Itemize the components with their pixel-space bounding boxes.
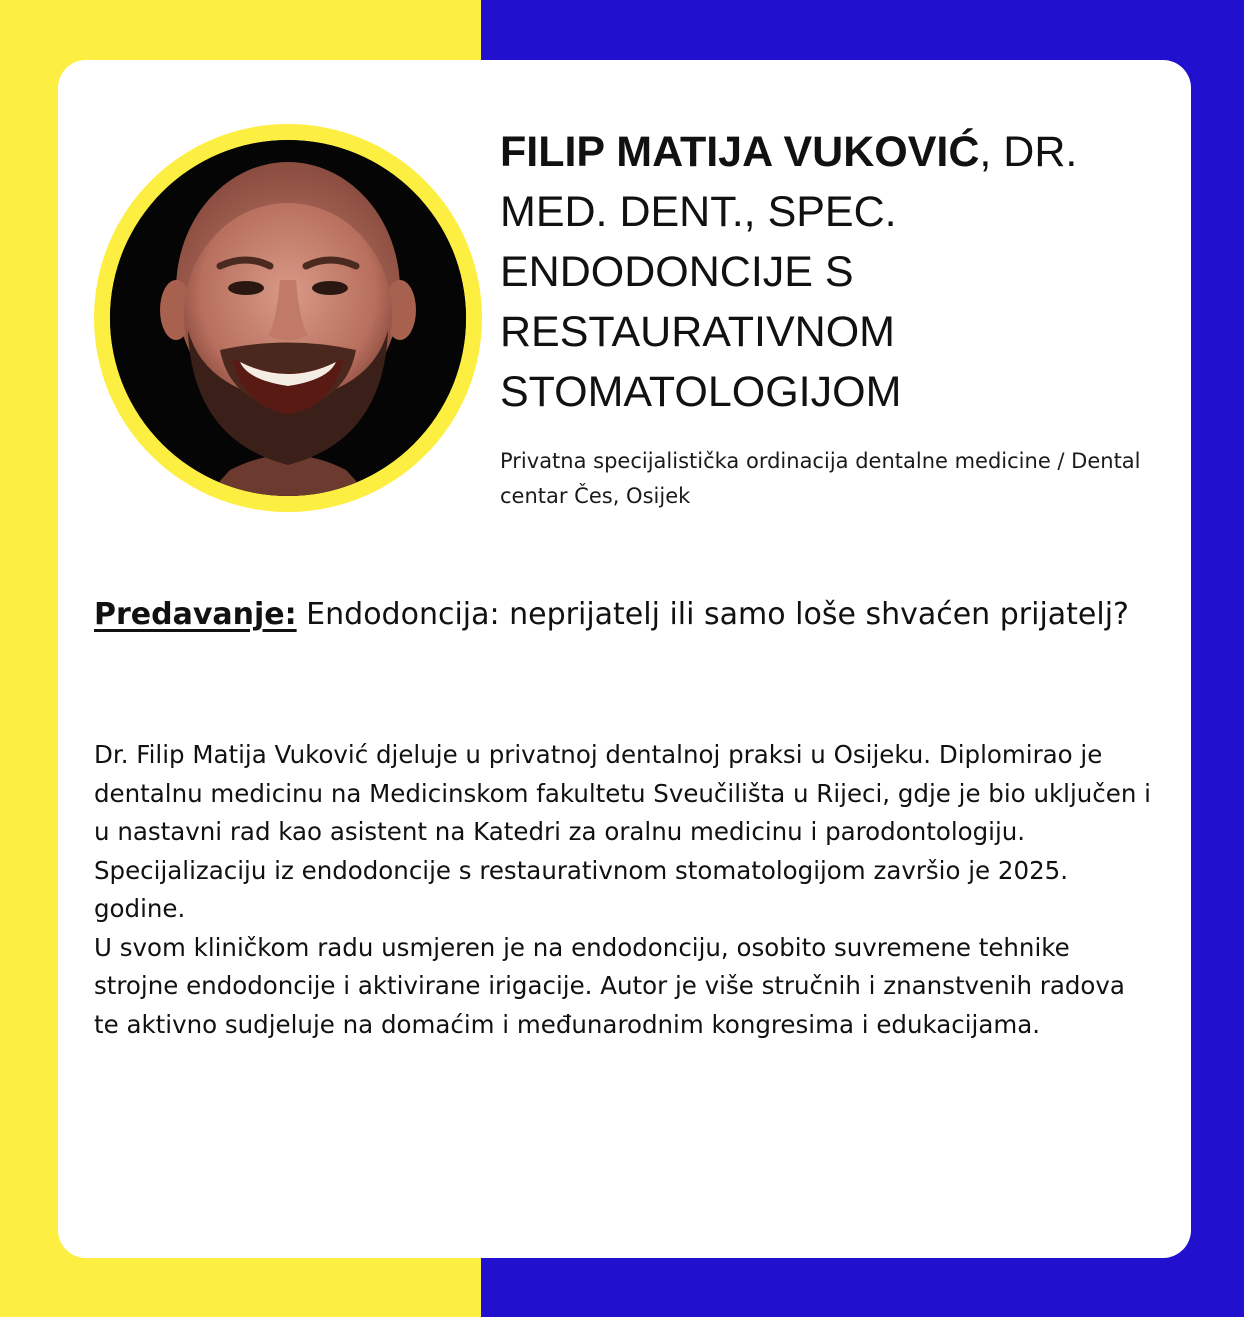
photo-ring xyxy=(94,124,482,512)
lecture-heading xyxy=(94,590,1154,640)
speaker-portrait-icon xyxy=(110,140,466,496)
bio-paragraph: U svom kliničkom radu usmjeren je na endodonciju, osobito suvremene tehnike strojne endodoncije i aktivirane irigacije. Autor je više stručnih i znanstvenih radova te aktivno sudjeluje na domaćim i međunarodnim kongresima i edukacijama. xyxy=(94,932,1125,1039)
lecture-title: Endodoncija: neprijatelj ili samo loše shvaćen prijatelj? xyxy=(296,597,1129,632)
speaker-heading xyxy=(500,122,1140,422)
speaker-bio xyxy=(94,736,1154,1044)
speaker-photo xyxy=(110,140,466,496)
speaker-title: , DR. MED. DENT., SPEC. ENDODONCIJE S RESTAURATIVNOM STOMATOLOGIJOM xyxy=(500,128,1078,416)
speaker-card xyxy=(58,60,1191,1258)
speaker-affiliation: Privatna specijalistička ordinacija dentalne medicine / Dental centar Čes, Osijek xyxy=(500,449,1141,508)
bio-paragraph: Dr. Filip Matija Vuković djeluje u privatnoj dentalnoj praksi u Osijeku. Diplomirao je dentalnu medicinu na Medicinskom fakultetu Sveučilišta u Rijeci, gdje je bio uključen i u nastavni rad kao asistent na Katedri za oralnu medicinu i parodontologiju. Specijalizaciju iz endodoncije s restaurativnom stomatologijom završio je 2025. godine. xyxy=(94,740,1151,923)
lecture-label: Predavanje: xyxy=(94,597,297,632)
speaker-name: FILIP MATIJA VUKOVIĆ xyxy=(500,128,980,176)
